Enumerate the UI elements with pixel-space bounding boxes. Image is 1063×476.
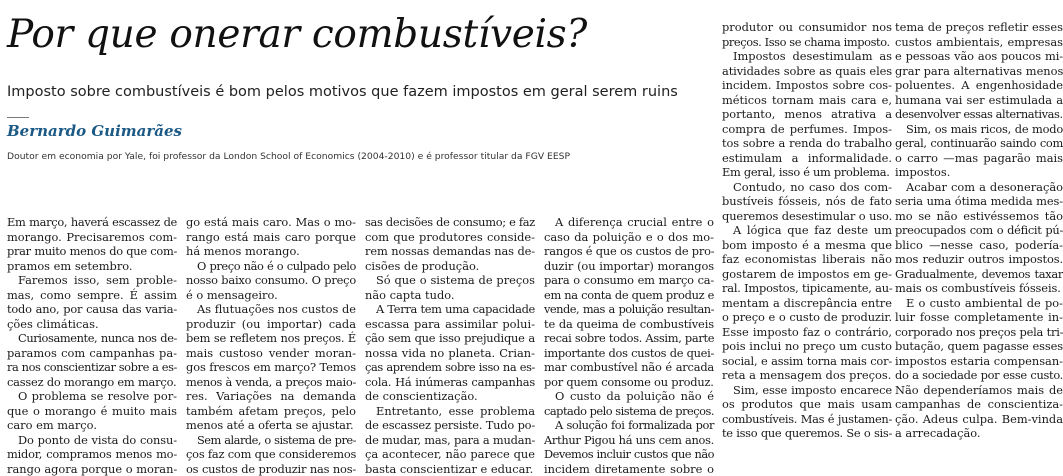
- text-line: Só que o sistema de preços: [365, 273, 535, 288]
- text-line: do a sociedade por esse custo.: [895, 368, 1063, 383]
- text-line: te isso que queremos. Se o sis-: [722, 426, 892, 441]
- text-line: pois inclui no preço um custo: [722, 339, 892, 354]
- article-column-4: [544, 215, 714, 465]
- subheadline: Imposto sobre combustíveis é bom pelos motivos que fazem impostos em geral serem ruins: [7, 82, 712, 102]
- text-line: Em março, haverá escassez de: [7, 215, 177, 230]
- text-line: Em geral, isso é um problema.: [722, 165, 892, 180]
- text-line: queremos desestimular o uso.: [722, 209, 892, 224]
- text-line: res. Variações na demanda: [186, 389, 356, 404]
- text-line: bustíveis fósseis, nós de fato: [722, 194, 892, 209]
- text-line: a arrecadação.: [895, 426, 1063, 441]
- text-line: cassez do morango em março.: [7, 375, 177, 390]
- text-line: os custos de produzir nas nos-: [186, 462, 356, 476]
- text-line: captado pelo sistema de preços.: [544, 404, 714, 419]
- text-line: mar combustível não é arcada: [544, 360, 714, 375]
- text-line: ças aprendem sobre isso na es-: [365, 360, 535, 375]
- text-line: ça acontecer, não parece que: [365, 447, 535, 462]
- text-line: ral. Impostos, tipicamente, au-: [722, 281, 892, 296]
- text-line: cola. Há inúmeras campanhas: [365, 375, 535, 390]
- author-name: Bernardo Guimarães: [7, 121, 182, 141]
- text-line: impostos estaria compensan-: [895, 354, 1063, 369]
- text-line: que o morango é muito mais: [7, 404, 177, 419]
- text-line: importante dos custos de quei-: [544, 346, 714, 361]
- text-line: nossa vida no planeta. Crian-: [365, 346, 535, 361]
- text-line: também afetam preços, pelo: [186, 404, 356, 419]
- text-line: produzir (ou importar) cada: [186, 317, 356, 332]
- text-line: ção. Adeus culpa. Bem-vinda: [895, 412, 1063, 427]
- text-line: cisões de produção.: [365, 259, 535, 274]
- text-line: social, e assim torna mais cor-: [722, 354, 892, 369]
- text-line: A Terra tem uma capacidade: [365, 302, 535, 317]
- text-line: os produtos que mais usam: [722, 397, 892, 412]
- text-line: morango. Precisaremos com-: [7, 230, 177, 245]
- text-line: tema de preços refletir esses: [895, 20, 1063, 35]
- text-line: mos reduzir outros impostos.: [895, 252, 1063, 267]
- text-line: mais os combustíveis fósseis.: [895, 281, 1063, 296]
- text-line: custos ambientais, empresas: [895, 35, 1063, 50]
- text-line: é o mensageiro.: [186, 288, 356, 303]
- article-column-2: [186, 215, 356, 465]
- text-line: O problema se resolve por-: [7, 389, 177, 404]
- text-line: midor, compramos menos mo-: [7, 447, 177, 462]
- text-line: recai sobre todos. Assim, parte: [544, 331, 714, 346]
- text-line: produtor ou consumidor nos: [722, 20, 892, 35]
- text-line: Gradualmente, devemos taxar: [895, 267, 1063, 282]
- text-line: incidem. Impostos sobre cos-: [722, 78, 892, 93]
- article-column-1: [7, 215, 177, 465]
- text-line: compra de perfumes. Impos-: [722, 122, 892, 137]
- text-line: Arthur Pigou há uns cem anos.: [544, 433, 714, 448]
- text-line: gostarem de impostos em ge-: [722, 267, 892, 282]
- text-line: de mudar, mas, para a mudan-: [365, 433, 535, 448]
- text-line: te da queima de combustíveis: [544, 317, 714, 332]
- article-column-6: [895, 20, 1063, 466]
- text-line: O custo da poluição não é: [544, 389, 714, 404]
- text-line: escassa para assimilar polui-: [365, 317, 535, 332]
- text-line: Impostos desestimulam as: [722, 49, 892, 64]
- article-column-5: [722, 20, 892, 466]
- text-line: A diferença crucial entre o: [544, 215, 714, 230]
- text-line: Devemos incluir custos que não: [544, 447, 714, 462]
- text-line: grar para alternativas menos: [895, 64, 1063, 79]
- text-line: todo ano, por causa das varia-: [7, 302, 177, 317]
- text-line: Sim, esse imposto encarece: [722, 383, 892, 398]
- text-line: go está mais caro. Mas o mo-: [186, 215, 356, 230]
- text-line: Entretanto, esse problema: [365, 404, 535, 419]
- text-line: o carro —mas pagarão mais: [895, 151, 1063, 166]
- text-line: Curiosamente, nunca nos de-: [7, 331, 177, 346]
- text-line: faz economistas liberais não: [722, 252, 892, 267]
- text-line: rangos é que os custos de pro-: [544, 244, 714, 259]
- article-column-3: [365, 215, 535, 465]
- text-line: desenvolver essas alternativas.: [895, 107, 1063, 122]
- text-line: há menos morango.: [186, 244, 356, 259]
- text-line: Contudo, no caso dos com-: [722, 180, 892, 195]
- text-line: E o custo ambiental de po-: [895, 296, 1063, 311]
- text-line: Sim, os mais ricos, de modo: [895, 122, 1063, 137]
- text-line: Do ponto de vista do consu-: [7, 433, 177, 448]
- text-line: blico —nesse caso, podería-: [895, 238, 1063, 253]
- text-line: o preço e o custo de produzir.: [722, 310, 892, 325]
- text-line: A lógica que faz deste um: [722, 223, 892, 238]
- text-line: portanto, menos atrativa a: [722, 107, 892, 122]
- text-line: menos à venda, a preços maio-: [186, 375, 356, 390]
- text-line: preocupados com o déficit pú-: [895, 223, 1063, 238]
- text-line: para o consumo em março ca-: [544, 273, 714, 288]
- text-line: mas, como sempre. É assim: [7, 288, 177, 303]
- text-line: Faremos isso, sem proble-: [7, 273, 177, 288]
- text-line: A solução foi formalizada por: [544, 418, 714, 433]
- text-line: caro em março.: [7, 418, 177, 433]
- text-line: ços faz com que consideremos: [186, 447, 356, 462]
- text-line: atividades sobre as quais eles: [722, 64, 892, 79]
- text-line: humana vai ser estimulada a: [895, 93, 1063, 108]
- text-line: rem nossas demandas nas de-: [365, 244, 535, 259]
- text-line: basta conscientizar e educar.: [365, 462, 535, 476]
- text-line: em na conta de quem produz e: [544, 288, 714, 303]
- text-line: e pessoas vão aos poucos mi-: [895, 49, 1063, 64]
- text-line: nosso baixo consumo. O preço: [186, 273, 356, 288]
- text-line: estimulam a informalidade.: [722, 151, 892, 166]
- text-line: prar muito menos do que com-: [7, 244, 177, 259]
- text-line: bom imposto é a mesma que: [722, 238, 892, 253]
- text-line: poluentes. A engenhosidade: [895, 78, 1063, 93]
- text-line: Esse imposto faz o contrário,: [722, 325, 892, 340]
- text-line: mo se não estivéssemos tão: [895, 209, 1063, 224]
- text-line: impostos.: [895, 165, 1063, 180]
- text-line: paramos com campanhas pa-: [7, 346, 177, 361]
- text-line: pramos em setembro.: [7, 259, 177, 274]
- text-line: gos frescos em março? Temos: [186, 360, 356, 375]
- author-bio: Doutor em economia por Yale, foi professor da London School of Economics (2004-2010) e é professor titular da FGV EESP: [7, 150, 712, 163]
- text-line: O preço não é o culpado pelo: [186, 259, 356, 274]
- text-line: incidem diretamente sobre o: [544, 462, 714, 476]
- text-line: vende, mas a poluição resultan-: [544, 302, 714, 317]
- text-line: luir fosse completamente in-: [895, 310, 1063, 325]
- text-line: Não dependeríamos mais de: [895, 383, 1063, 398]
- text-line: menos até a oferta se ajustar.: [186, 418, 356, 433]
- text-line: Acabar com a desoneração: [895, 180, 1063, 195]
- text-line: geral, continuarão saindo com: [895, 136, 1063, 151]
- text-line: ção sem que isso prejudique a: [365, 331, 535, 346]
- text-line: butação, quem pagasse esses: [895, 339, 1063, 354]
- text-line: Sem alarde, o sistema de pre-: [186, 433, 356, 448]
- text-line: sas decisões de consumo; e faz: [365, 215, 535, 230]
- text-line: não capta tudo.: [365, 288, 535, 303]
- text-line: campanhas de conscientiza-: [895, 397, 1063, 412]
- text-line: bem se refletem nos preços. É: [186, 331, 356, 346]
- text-line: por quem consome ou produz.: [544, 375, 714, 390]
- author-divider: [7, 117, 29, 118]
- text-line: ra nos conscientizar sobre a es-: [7, 360, 177, 375]
- text-line: mais custoso vender moran-: [186, 346, 356, 361]
- text-line: rango agora porque o moran-: [7, 462, 177, 476]
- text-line: combustíveis. Mas é justamen-: [722, 412, 892, 427]
- text-line: de conscientização.: [365, 389, 535, 404]
- text-line: ções climáticas.: [7, 317, 177, 332]
- text-line: corporado nos preços pela tri-: [895, 325, 1063, 340]
- text-line: rango está mais caro porque: [186, 230, 356, 245]
- text-line: de escassez persiste. Tudo po-: [365, 418, 535, 433]
- text-line: caso da poluição e o dos mo-: [544, 230, 714, 245]
- text-line: As flutuações nos custos de: [186, 302, 356, 317]
- text-line: com que produtores conside-: [365, 230, 535, 245]
- text-line: tos sobre a renda do trabalho: [722, 136, 892, 151]
- text-line: preços. Isso se chama imposto.: [722, 35, 892, 50]
- text-line: duzir (ou importar) morangos: [544, 259, 714, 274]
- text-line: mentam a discrepância entre: [722, 296, 892, 311]
- text-line: seria uma ótima medida mes-: [895, 194, 1063, 209]
- text-line: reta a mensagem dos preços.: [722, 368, 892, 383]
- text-line: méticos tornam mais cara e,: [722, 93, 892, 108]
- headline: Por que onerar combustíveis?: [7, 8, 712, 62]
